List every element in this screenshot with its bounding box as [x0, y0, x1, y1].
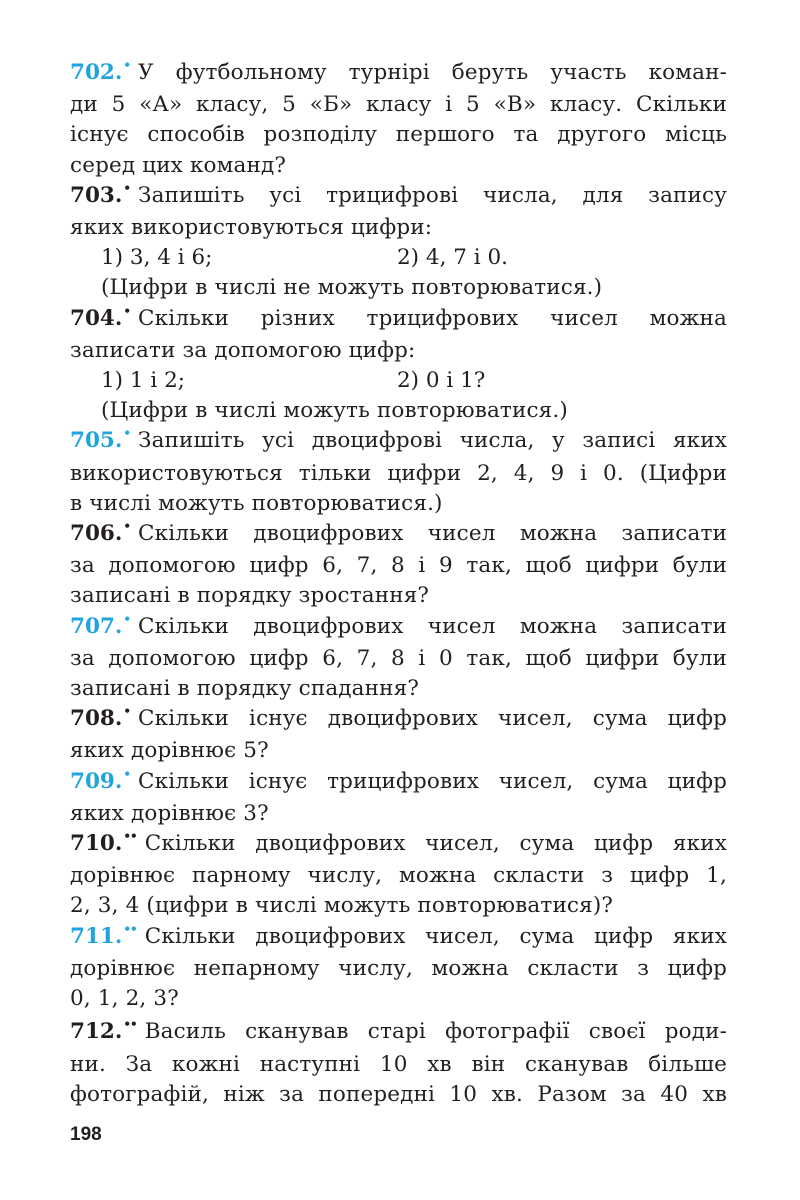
problem-703 — [70, 181, 727, 304]
problem-text-line: дорівнює парному числу, можна скласти з цифр 1, — [70, 863, 727, 889]
difficulty-mark: • — [123, 303, 131, 318]
problem-text-line: яких дорівнює 3? — [70, 800, 269, 826]
problem-number: 704. — [70, 305, 123, 331]
problem-number: 712. — [70, 1019, 123, 1045]
option-1: 1) 1 і 2; — [101, 368, 186, 394]
problem-text-line: ни. За кожні наступні 10 хв він сканував більше — [70, 1051, 727, 1077]
difficulty-mark: • — [123, 58, 131, 72]
problem-text-line: Скільки існує трицифрових чисел, сума цифр — [138, 768, 727, 794]
problem-text-line: У футбольному турнірі беруть участь коман- — [138, 60, 727, 85]
problem-number: 710. — [70, 831, 123, 857]
option-2: 2) 0 і 1? — [397, 368, 486, 394]
problem-text-line: Василь сканував старі фотографії своєї роди- — [144, 1019, 727, 1045]
problem-text-line: записані в порядку зростання? — [70, 583, 430, 609]
option-1: 1) 3, 4 і 6; — [101, 245, 213, 271]
problem-702 — [70, 58, 727, 181]
problem-709 — [70, 767, 727, 829]
problem-text-line: ди 5 «А» класу, 5 «Б» класу і 5 «В» класу. Скільки — [70, 92, 727, 118]
problem-712 — [70, 1017, 727, 1110]
difficulty-mark: • — [123, 519, 131, 534]
problem-text-line: Скільки двоцифрових чисел, сума цифр яких — [144, 831, 727, 857]
difficulty-mark: • — [123, 704, 131, 719]
problem-text-line: використовуються тільки цифри 2, 4, 9 і 0. (Цифри — [70, 460, 727, 486]
problem-number: 707. — [70, 613, 123, 639]
difficulty-mark: • — [123, 766, 131, 781]
problem-note: (Цифри в числі не можуть повторюватися.) — [101, 275, 603, 301]
problem-text-line: за допомогою цифр 6, 7, 8 і 0 так, щоб цифри були — [70, 645, 727, 671]
problem-number: 709. — [70, 768, 123, 794]
problem-text-line: записані в порядку спадання? — [70, 676, 419, 702]
problem-708 — [70, 704, 727, 766]
problem-text-line: яких дорівнює 5? — [70, 738, 269, 764]
problem-text-line: Запишіть усі трицифрові числа, для запису — [138, 182, 727, 208]
problem-text-line: Скільки існує двоцифрових чисел, сума цифр — [138, 706, 727, 732]
problem-text-line: фотографій, ніж за попередні 10 хв. Разом за 40 хв — [70, 1081, 727, 1107]
problem-text-line: серед цих команд? — [70, 152, 287, 178]
problem-text-line: Скільки різних трицифрових чисел можна — [138, 305, 727, 331]
problem-text-line: записати за допомогою цифр: — [70, 337, 416, 363]
problem-text-line: Скільки двоцифрових чисел можна записати — [138, 613, 727, 639]
problem-text-line: Скільки двоцифрових чисел, сума цифр яких — [144, 923, 727, 949]
problem-706 — [70, 519, 727, 612]
problem-text-line: в числі можуть повторюватися.) — [70, 490, 443, 516]
difficulty-mark: • — [123, 426, 131, 441]
problem-text-line: 2, 3, 4 (цифри в числі можуть повторюватися)? — [70, 893, 614, 919]
problem-707 — [70, 612, 727, 705]
problem-number: 708. — [70, 706, 123, 732]
problem-text-line: Запишіть усі двоцифрові числа, у записі яких — [138, 428, 727, 454]
problem-text-line: дорівнює непарному числу, можна скласти з цифр — [70, 955, 727, 981]
difficulty-mark: •• — [123, 1017, 137, 1032]
problem-number: 703. — [70, 182, 123, 208]
problem-711 — [70, 922, 727, 1015]
difficulty-mark: •• — [123, 829, 137, 844]
problem-704 — [70, 304, 727, 427]
problem-list — [70, 58, 727, 1110]
problem-number: 711. — [70, 923, 123, 949]
difficulty-mark: • — [123, 611, 131, 626]
answer-options — [70, 243, 727, 273]
option-2: 2) 4, 7 і 0. — [397, 245, 508, 271]
problem-number: 702. — [70, 60, 123, 85]
difficulty-mark: • — [123, 180, 131, 195]
difficulty-mark: •• — [123, 921, 137, 936]
problem-705 — [70, 426, 727, 519]
problem-note: (Цифри в числі можуть повторюватися.) — [101, 398, 568, 424]
problem-text-line: 0, 1, 2, 3? — [70, 986, 179, 1012]
problem-number: 705. — [70, 428, 123, 454]
page-number: 198 — [70, 1124, 102, 1145]
problem-text-line: Скільки двоцифрових чисел можна записати — [138, 521, 727, 547]
answer-options — [70, 366, 727, 396]
problem-text-line: за допомогою цифр 6, 7, 8 і 9 так, щоб цифри були — [70, 553, 727, 579]
problem-710 — [70, 829, 727, 922]
problem-text-line: існує способів розподілу першого та другого місць — [70, 122, 727, 148]
problem-text-line: яких використовуються цифри: — [70, 215, 433, 241]
problem-number: 706. — [70, 521, 123, 547]
